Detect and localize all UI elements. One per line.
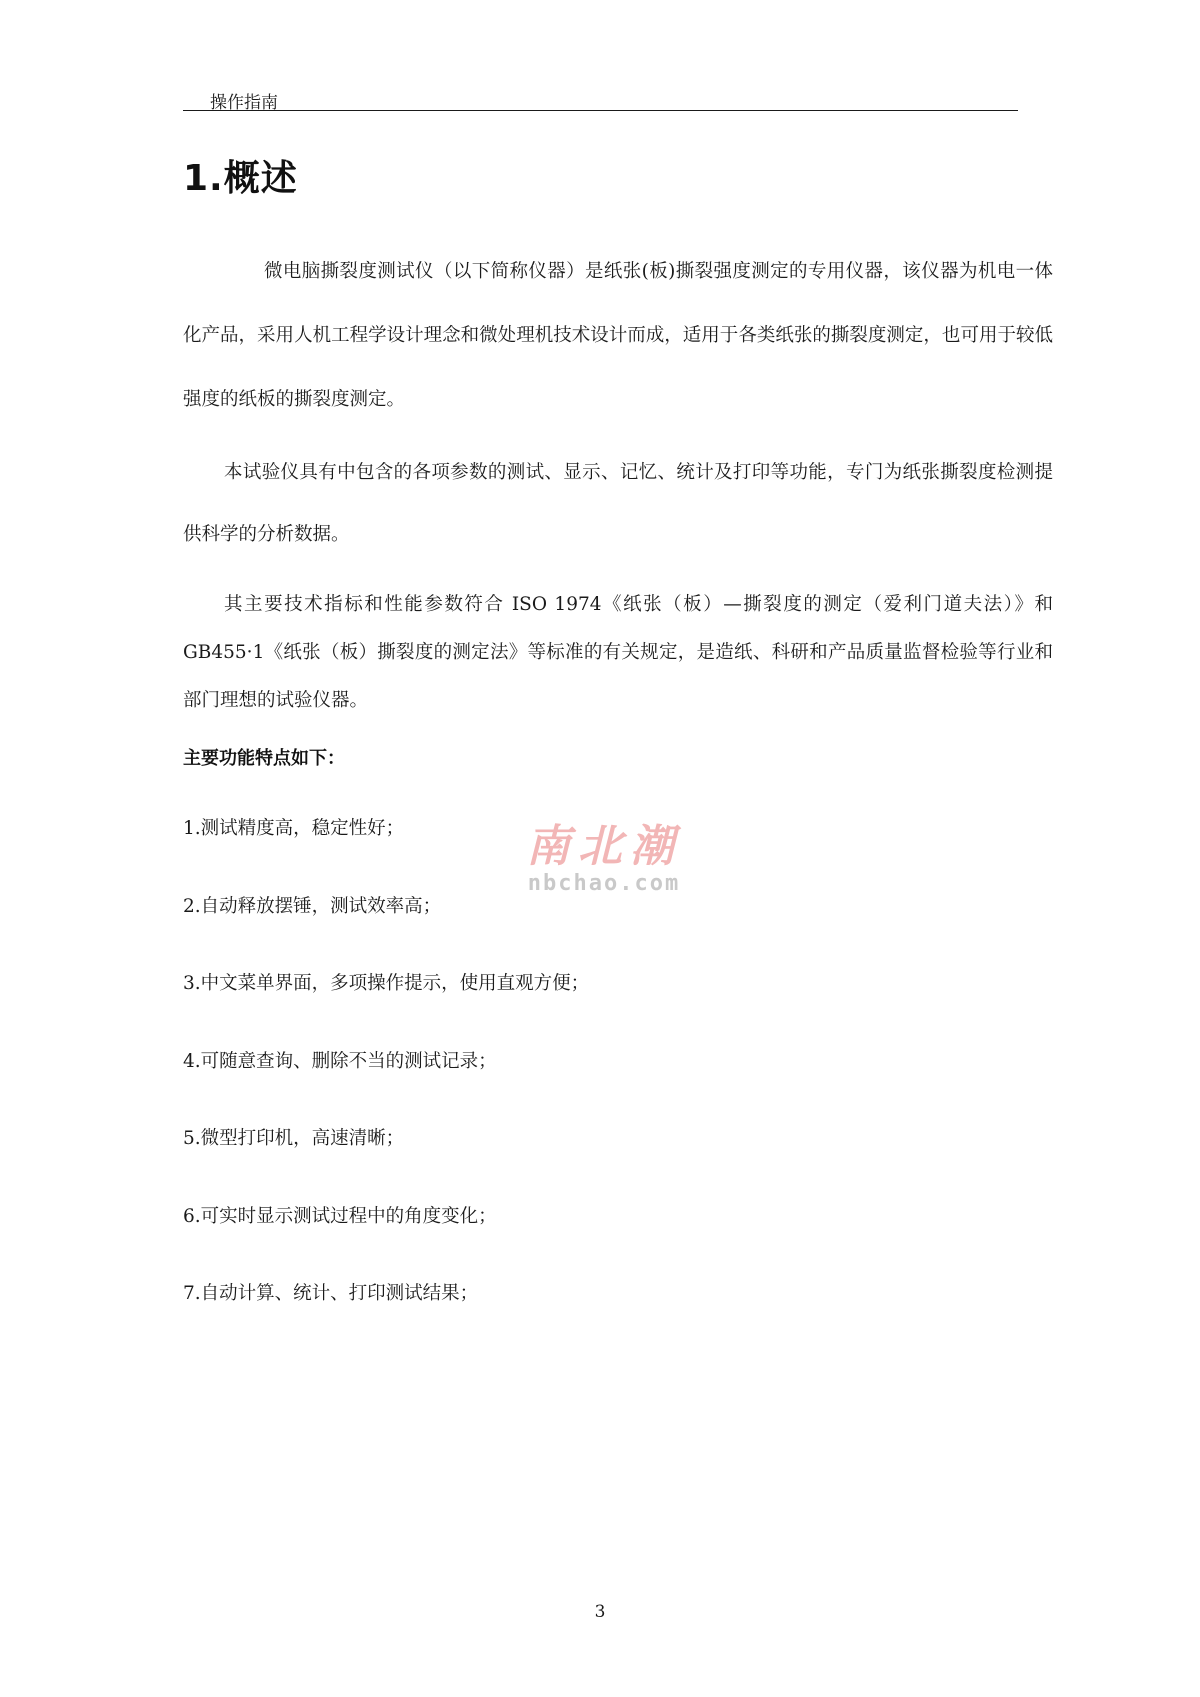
feature-item: 5.微型打印机，高速清晰； bbox=[183, 1128, 405, 1149]
section-title: 1.概述 bbox=[183, 158, 298, 199]
feature-item: 1.测试精度高，稳定性好； bbox=[183, 818, 405, 839]
feature-item: 6.可实时显示测试过程中的角度变化； bbox=[183, 1205, 497, 1227]
page-header bbox=[183, 84, 1018, 111]
watermark-chinese: 南北潮 bbox=[526, 821, 682, 872]
paragraph-functions: 本试验仪具有中包含的各项参数的测试、显示、记忆、统计及打印等功能，专门为纸张撕裂度检测提供科学的分析数据。 bbox=[183, 462, 1053, 545]
header-title: 操作指南 bbox=[210, 93, 278, 113]
feature-item: 4.可随意查询、删除不当的测试记录； bbox=[183, 1050, 497, 1072]
paragraph-standards: 其主要技术指标和性能参数符合 ISO 1974《纸张（板）—撕裂度的测定（爱利门道夫法）》和GB455·1《纸张（板）撕裂度的测定法》等标准的有关规定，是造纸、科研和产品质量监督检验等行业和部门理想的试验仪器。 bbox=[183, 594, 1053, 711]
features-heading: 主要功能特点如下： bbox=[183, 748, 345, 769]
paragraph-intro: 微电脑撕裂度测试仪（以下简称仪器）是纸张(板)撕裂强度测定的专用仪器，该仪器为机电一体化产品，采用人机工程学设计理念和微处理机技术设计而成，适用于各类纸张的撕裂度测定，也可用于较低强度的纸板的撕裂度测定。 bbox=[183, 261, 1053, 410]
page-number: 3 bbox=[594, 1602, 606, 1622]
features-list bbox=[183, 814, 589, 1357]
feature-item: 7.自动计算、统计、打印测试结果； bbox=[183, 1283, 479, 1304]
feature-item: 2.自动释放摆锤，测试效率高； bbox=[183, 895, 442, 917]
watermark-url: nbchao.com bbox=[527, 871, 681, 896]
feature-item: 3.中文菜单界面，多项操作提示，使用直观方便； bbox=[183, 973, 590, 994]
